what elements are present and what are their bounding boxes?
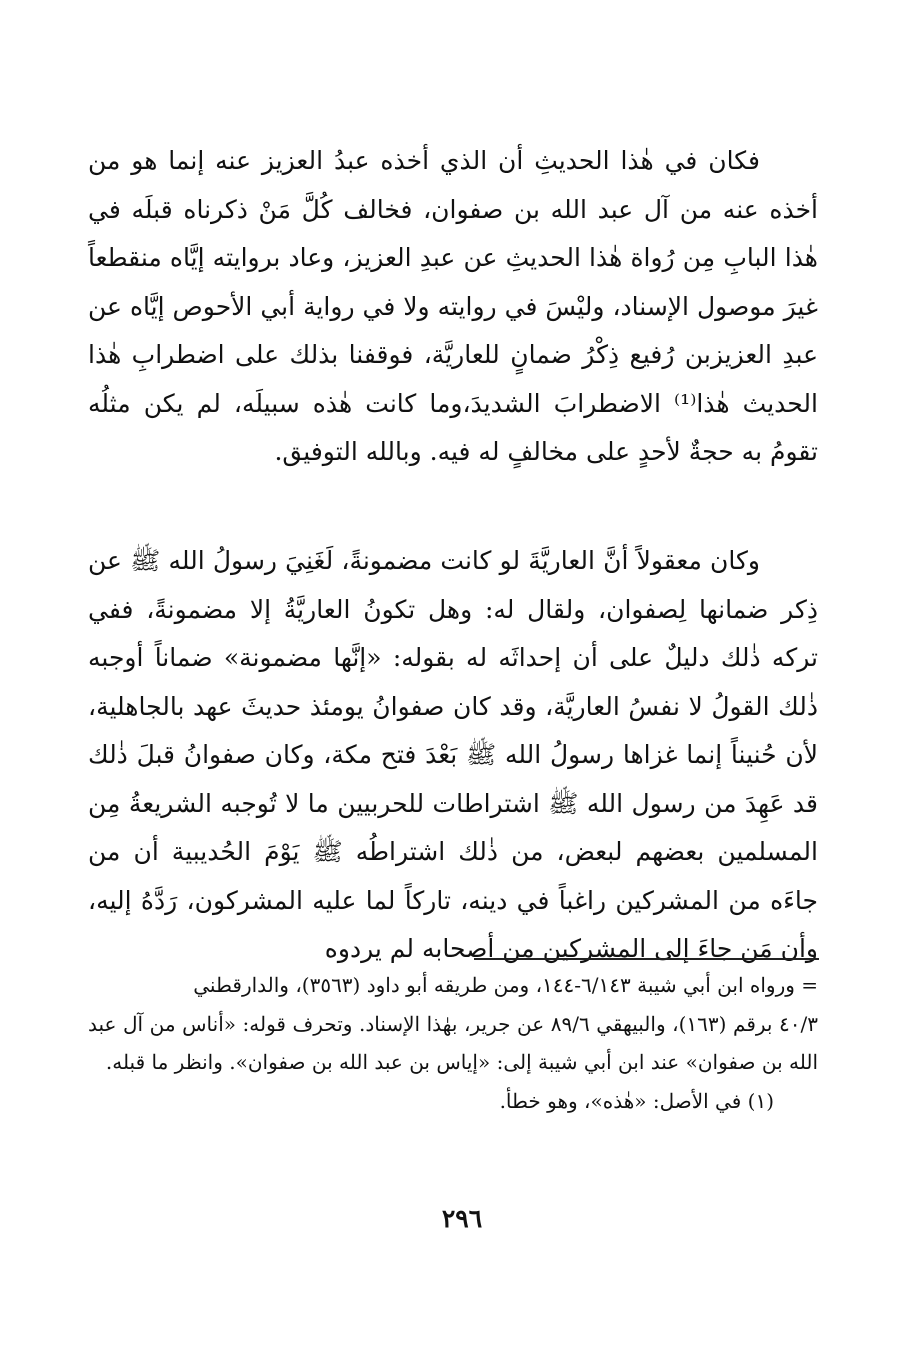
main-paragraph-2: وكان معقولاً أنَّ العاريَّةَ لو كانت مضمونةً، لَغَنِيَ رسولُ الله ﷺ عن ذِكر ضمانها لِصفوان، ولقال له: وهل تكونُ العاريَّةُ إلا مضمونةً، ففي تركه ذٰلك دليلٌ على أن إحداثَه له بقوله: «إنَّها مضمونة» ضماناً أوجبه ذٰلك القولُ لا نفسُ العاريَّة، وقد كان صفوانُ يومئذ حديثَ عهد بالجاهلية، لأن حُنيناً إنما غزاها رسولُ الله ﷺ بَعْدَ فتح مكة، وكان صفوانُ قبلَ ذٰلك قد عَهِدَ من رسول الله ﷺ اشتراطات للحربيين ما لا تُوجبه الشريعةُ مِن المسلمين بعضهم لبعض، من ذٰلك اشتراطُه ﷺ يَوْمَ الحُديبية أن من جاءَه من المشركين راغباً في دينه، تاركاً لما عليه المشركون، رَدَّهُ إليه، وأن مَن جاءَ إلى المشركين من أصحابه لم يردوه <box>88 546 818 963</box>
footnote-1: (١) في الأصل: «هٰذه»، وهو خطأ. <box>499 1088 774 1113</box>
main-paragraph-1: فكان في هٰذا الحديثِ أن الذي أخذه عبدُ العزيز عنه إنما هو من أخذه عنه من آل عبد الله بن صفوان، فخالف كُلَّ مَنْ ذكرناه قبلَه في هٰذا البابِ مِن رُواة هٰذا الحديثِ عن عبدِ العزيز، وعاد بروايته إيَّاه منقطعاً غيرَ موصول الإسناد، وليْسَ في روايته ولا في رواية أبي الأحوص إيَّاه عن عبدِ العزيزبن رُفيع ذِكْرُ ضمانٍ للعاريَّة، فوقفنا بذلك على اضطرابِ هٰذا الحديث هٰذا⁽¹⁾ الاضطرابَ الشديدَ،وما كانت هٰذه سبيلَه، لم يكن مثلُه تقومُ به حجةٌ لأحدٍ على مخالفٍ له فيه. وبالله التوفيق. <box>88 146 818 466</box>
footnote-continuation: ٤٠/٣ برقم (١٦٣)، والبيهقي ٨٩/٦ عن جرير، بهٰذا الإسناد. وتحرف قوله: «أناس من آل عبد الله بن صفوان» عند ابن أبي شيبة إلى: «إياس بن عبد الله بن صفوان». وانظر ما قبله. <box>88 1011 818 1074</box>
footnote-continuation-first-line: = ورواه ابن أبي شيبة ٦/١٤٣-١٤٤، ومن طريقه أبو داود (٣٥٦٣)، والدارقطني <box>193 973 818 997</box>
footnote-separator <box>474 958 819 960</box>
footnotes <box>88 966 818 1120</box>
page-number: ٢٩٦ <box>441 1204 483 1233</box>
